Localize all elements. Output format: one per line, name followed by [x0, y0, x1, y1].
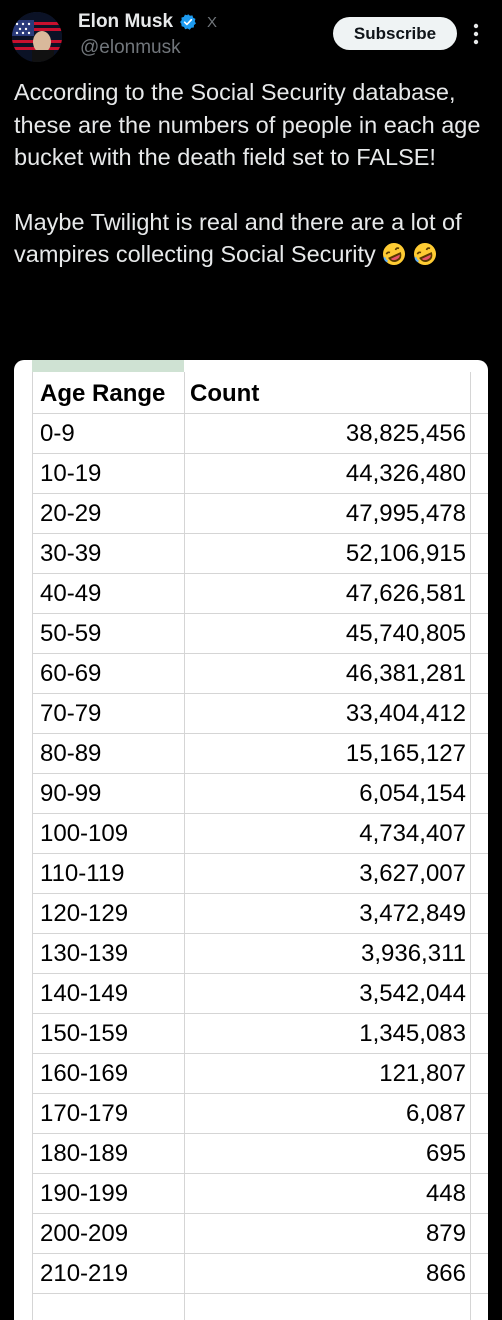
count-cell: 121,807: [379, 1060, 466, 1087]
tweet-paragraph-1: According to the Social Security database, these are the numbers of people in each age bucket with the death field set to FALSE!: [14, 79, 481, 170]
count-cell: 879: [425, 1220, 466, 1247]
table-row: [32, 574, 488, 614]
count-cell: 3,627,007: [359, 860, 466, 887]
table-row: [32, 1254, 488, 1294]
age-range-cell: 10-19: [40, 460, 102, 487]
table-row: [32, 1054, 488, 1094]
table-row: [32, 1214, 488, 1254]
laughing-emoji-icon: [413, 242, 437, 266]
selected-column-strip: [32, 360, 184, 372]
flag-icon: [12, 12, 62, 62]
count-cell: 448: [425, 1180, 466, 1207]
table-row: [32, 1134, 488, 1174]
author-handle[interactable]: @elonmusk: [80, 37, 181, 58]
table-row: [32, 894, 488, 934]
tweet-paragraph-2-text: Maybe Twilight is real and there are a lot of vampires collecting Social Security: [14, 208, 462, 267]
author-name[interactable]: Elon Musk: [78, 11, 174, 32]
tweet-header: [0, 0, 502, 70]
age-range-cell: 40-49: [40, 580, 102, 607]
count-cell: 866: [425, 1260, 466, 1287]
count-cell: 3,936,311: [361, 940, 466, 967]
tweet-paragraph-2: [14, 206, 494, 271]
table-header-row: [32, 374, 488, 414]
laughing-emoji-icon: [382, 242, 406, 266]
table-row: [32, 1174, 488, 1214]
count-cell: 6,054,154: [359, 780, 466, 807]
age-range-cell: 30-39: [40, 540, 102, 567]
column-header-count: Count: [190, 380, 260, 407]
avatar[interactable]: [12, 12, 62, 62]
age-range-cell: 60-69: [40, 660, 102, 687]
count-cell: 695: [425, 1140, 466, 1167]
table-row: [32, 414, 488, 454]
table-row: [32, 814, 488, 854]
age-range-cell: 130-139: [40, 940, 129, 967]
count-cell: 4,734,407: [359, 820, 466, 847]
tweet-body: [14, 76, 494, 271]
column-header-age-range: Age Range: [40, 380, 166, 407]
age-range-cell: 100-109: [40, 820, 129, 847]
table-row: [32, 854, 488, 894]
count-cell: 38,825,456: [345, 420, 466, 447]
x-affiliation-icon: X: [207, 13, 218, 31]
count-cell: 1,345,083: [359, 1020, 466, 1047]
table-row: [32, 534, 488, 574]
age-range-cell: 200-209: [40, 1220, 129, 1247]
table-row: [32, 454, 488, 494]
age-range-cell: 70-79: [40, 700, 102, 727]
table-row: [32, 1014, 488, 1054]
age-range-cell: 210-219: [40, 1260, 129, 1287]
count-cell: 15,165,127: [345, 740, 466, 767]
age-range-cell: 0-9: [40, 420, 75, 447]
spreadsheet-image[interactable]: [14, 360, 488, 1320]
count-cell: 6,087: [405, 1100, 466, 1127]
count-cell: 52,106,915: [345, 540, 466, 567]
age-range-cell: 80-89: [40, 740, 102, 767]
count-cell: 33,404,412: [345, 700, 466, 727]
subscribe-button[interactable]: Subscribe: [333, 17, 457, 50]
more-options-icon[interactable]: [470, 22, 482, 46]
table-row: [32, 614, 488, 654]
age-range-cell: 140-149: [40, 980, 129, 1007]
age-range-cell: 50-59: [40, 620, 102, 647]
table-row: [32, 734, 488, 774]
table-row: [32, 774, 488, 814]
table-row: [32, 494, 488, 534]
age-range-cell: 110-119: [40, 860, 125, 887]
table-row: [32, 974, 488, 1014]
age-range-cell: 20-29: [40, 500, 102, 527]
age-range-cell: 120-129: [40, 900, 129, 927]
count-cell: 45,740,805: [345, 620, 466, 647]
age-range-cell: 160-169: [40, 1060, 129, 1087]
count-cell: 46,381,281: [345, 660, 466, 687]
table-row: [32, 654, 488, 694]
age-range-cell: 170-179: [40, 1100, 129, 1127]
table-row: [32, 934, 488, 974]
count-cell: 44,326,480: [345, 460, 466, 487]
table-row: [32, 1094, 488, 1134]
count-cell: 3,472,849: [359, 900, 466, 927]
verified-badge-icon: [179, 13, 197, 31]
count-cell: 3,542,044: [359, 980, 466, 1007]
age-range-cell: 180-189: [40, 1140, 129, 1167]
count-cell: 47,995,478: [345, 500, 466, 527]
age-range-cell: 190-199: [40, 1180, 129, 1207]
author-name-row: [78, 11, 217, 33]
table-row: [32, 694, 488, 734]
age-range-cell: 150-159: [40, 1020, 129, 1047]
count-cell: 47,626,581: [345, 580, 466, 607]
age-range-cell: 90-99: [40, 780, 102, 807]
